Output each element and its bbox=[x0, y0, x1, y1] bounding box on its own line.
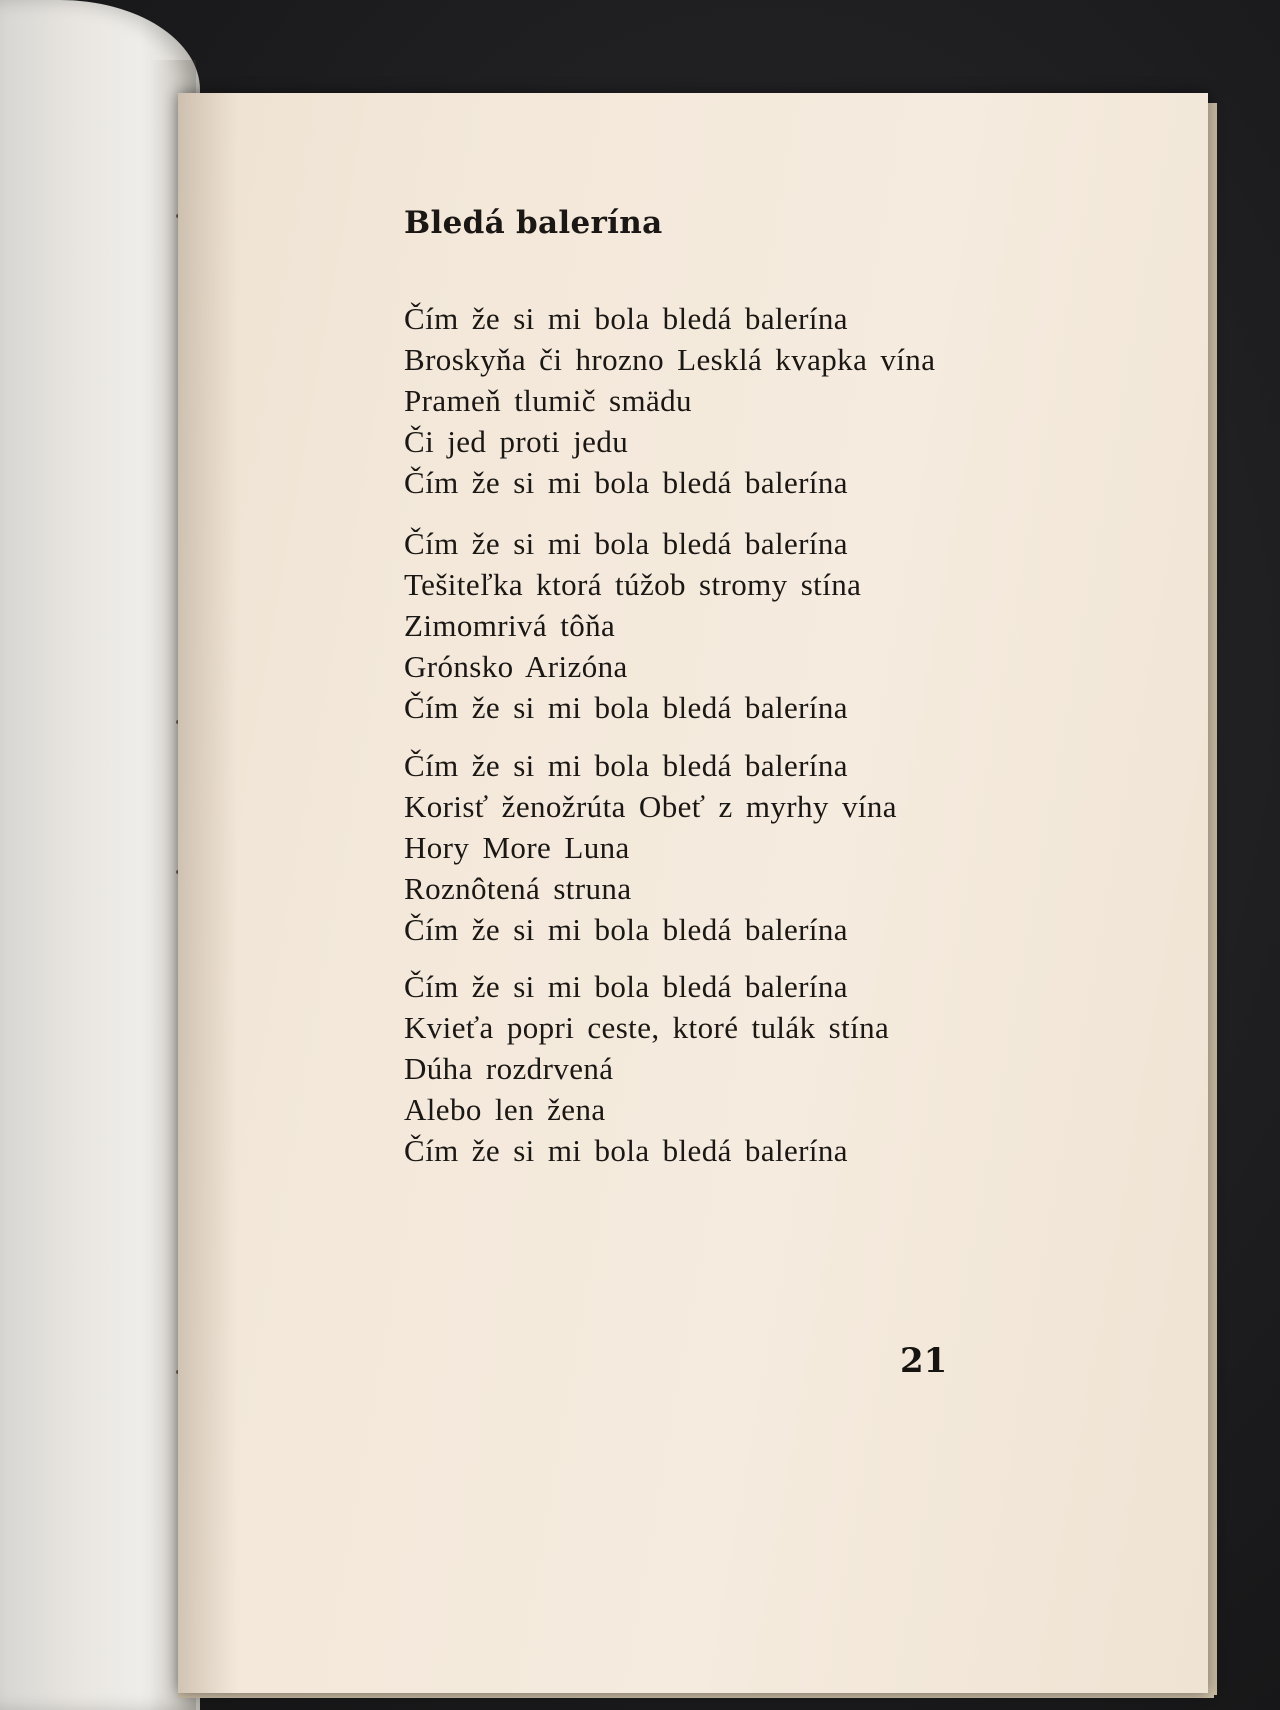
verse-line: Čím že si mi bola bledá balerína bbox=[404, 690, 848, 725]
verse-line: Čím že si mi bola bledá balerína bbox=[404, 748, 848, 783]
verse-line: Korisť ženožrúta Obeť z myrhy vína bbox=[404, 789, 897, 824]
verse-line: Čím že si mi bola bledá balerína bbox=[404, 1133, 848, 1168]
verse-line: Tešiteľka ktorá túžob stromy stína bbox=[404, 567, 862, 602]
stanza-3 bbox=[404, 745, 1164, 950]
verse-line: Prameň tlumič smädu bbox=[404, 383, 692, 418]
verse-line: Broskyňa či hrozno Lesklá kvapka vína bbox=[404, 342, 936, 377]
gutter-shadow bbox=[178, 93, 238, 1693]
poem-title: Bledá balerína bbox=[404, 205, 663, 241]
stanza-4 bbox=[404, 966, 1164, 1171]
page-number: 21 bbox=[900, 1341, 948, 1381]
verse-line: Čím že si mi bola bledá balerína bbox=[404, 465, 848, 500]
stanza-1 bbox=[404, 298, 1164, 503]
verse-line: Zimomrivá tôňa bbox=[404, 608, 616, 643]
stanza-2 bbox=[404, 523, 1164, 728]
verse-line: Čím že si mi bola bledá balerína bbox=[404, 969, 848, 1004]
verse-line: Alebo len žena bbox=[404, 1092, 606, 1127]
verse-line: Hory More Luna bbox=[404, 830, 630, 865]
verse-line: Čím že si mi bola bledá balerína bbox=[404, 912, 848, 947]
verse-line: Roznôtená struna bbox=[404, 871, 632, 906]
verse-line: Dúha rozdrvená bbox=[404, 1051, 614, 1086]
verse-line: Grónsko Arizóna bbox=[404, 649, 628, 684]
verse-line: Čím že si mi bola bledá balerína bbox=[404, 526, 848, 561]
verse-line: Kvieťa popri ceste, ktoré tulák stína bbox=[404, 1010, 890, 1045]
right-page bbox=[178, 93, 1208, 1693]
verse-line: Či jed proti jedu bbox=[404, 424, 629, 459]
verse-line: Čím že si mi bola bledá balerína bbox=[404, 301, 848, 336]
